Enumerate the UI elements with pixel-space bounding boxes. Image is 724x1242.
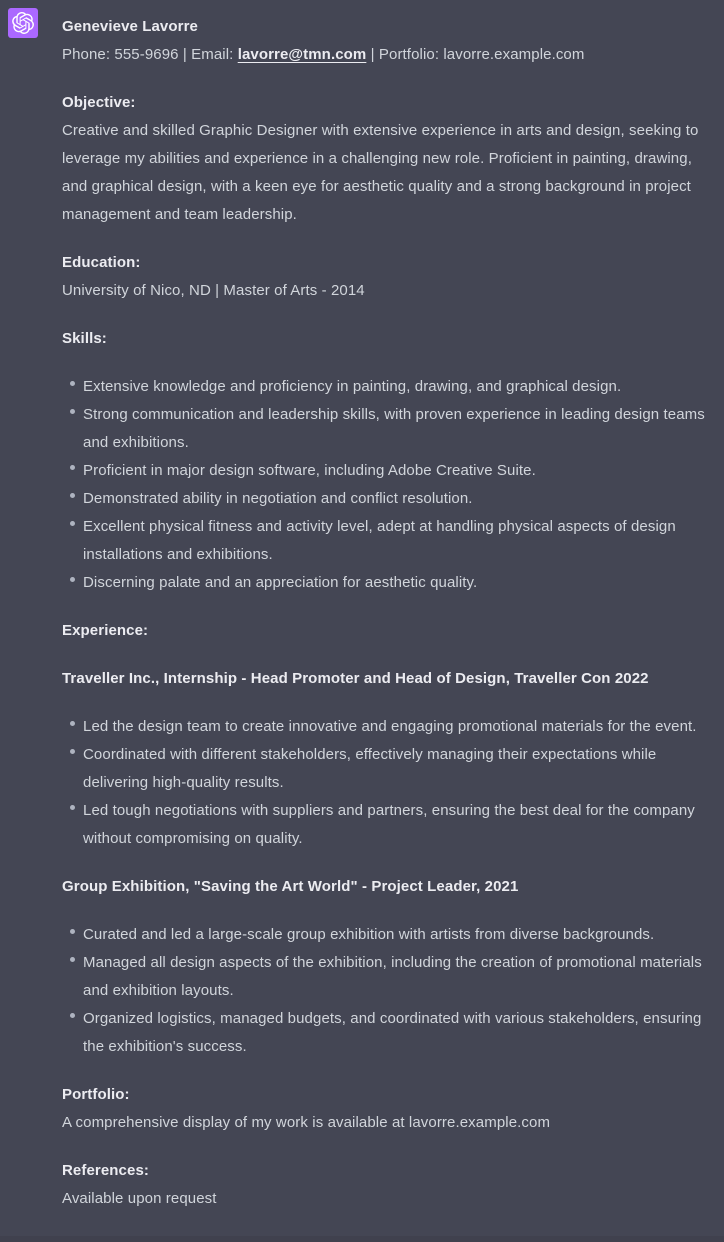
job-title-paragraph <box>62 873 712 901</box>
next-row-edge <box>0 1236 724 1242</box>
objective-heading: Objective: <box>62 94 136 111</box>
email-link[interactable]: lavorre@tmn.com <box>237 46 367 63</box>
contact-prefix: Phone: 555-9696 | Email: <box>62 46 238 63</box>
references-body: Available upon request <box>62 1190 217 1207</box>
skills-heading: Skills: <box>62 330 107 347</box>
list-item: Curated and led a large-scale group exhibition with artists from diverse backgrounds. <box>83 921 712 949</box>
education-body: University of Nico, ND | Master of Arts - 2014 <box>62 282 365 299</box>
assistant-avatar <box>8 8 38 38</box>
header-paragraph <box>62 13 712 69</box>
experience-heading-paragraph <box>62 617 712 645</box>
job-duties-list <box>62 713 712 853</box>
objective-section <box>62 89 712 229</box>
openai-logo-icon <box>12 12 34 34</box>
objective-body: Creative and skilled Graphic Designer with extensive experience in arts and design, seeking to leverage my abilities and experience in a challenging new role. Proficient in painting, drawing, and graphical design, with a keen eye for aesthetic quality and a strong background in project management and team leadership. <box>62 122 699 223</box>
job-title-paragraph <box>62 665 712 693</box>
experience-heading: Experience: <box>62 622 149 639</box>
list-item: Excellent physical fitness and activity level, adept at handling physical aspects of design installations and exhibitions. <box>83 513 712 569</box>
list-item: Managed all design aspects of the exhibition, including the creation of promotional materials and exhibition layouts. <box>83 949 712 1005</box>
list-item: Proficient in major design software, including Adobe Creative Suite. <box>83 457 712 485</box>
candidate-name: Genevieve Lavorre <box>62 18 198 35</box>
contact-suffix: | Portfolio: lavorre.example.com <box>366 46 585 63</box>
skills-list <box>62 373 712 597</box>
list-item: Coordinated with different stakeholders, effectively managing their expectations while delivering high-quality results. <box>83 741 712 797</box>
message-content <box>62 13 712 1213</box>
list-item: Organized logistics, managed budgets, and coordinated with various stakeholders, ensuring the exhibition's success. <box>83 1005 712 1061</box>
contact-line <box>62 46 584 63</box>
references-section <box>62 1157 712 1213</box>
references-heading: References: <box>62 1162 149 1179</box>
list-item: Led tough negotiations with suppliers and partners, ensuring the best deal for the company without compromising on quality. <box>83 797 712 853</box>
list-item: Discerning palate and an appreciation for aesthetic quality. <box>83 569 712 597</box>
skills-heading-paragraph <box>62 325 712 353</box>
job-duties-list <box>62 921 712 1061</box>
job-title: Group Exhibition, "Saving the Art World" - Project Leader, 2021 <box>62 878 519 895</box>
education-section <box>62 249 712 305</box>
job-title: Traveller Inc., Internship - Head Promoter and Head of Design, Traveller Con 2022 <box>62 670 649 687</box>
list-item: Strong communication and leadership skills, with proven experience in leading design teams and exhibitions. <box>83 401 712 457</box>
portfolio-heading: Portfolio: <box>62 1086 130 1103</box>
list-item: Demonstrated ability in negotiation and conflict resolution. <box>83 485 712 513</box>
education-heading: Education: <box>62 254 141 271</box>
portfolio-body: A comprehensive display of my work is available at lavorre.example.com <box>62 1114 551 1131</box>
list-item: Extensive knowledge and proficiency in painting, drawing, and graphical design. <box>83 373 712 401</box>
list-item: Led the design team to create innovative and engaging promotional materials for the event. <box>83 713 712 741</box>
portfolio-section <box>62 1081 712 1137</box>
